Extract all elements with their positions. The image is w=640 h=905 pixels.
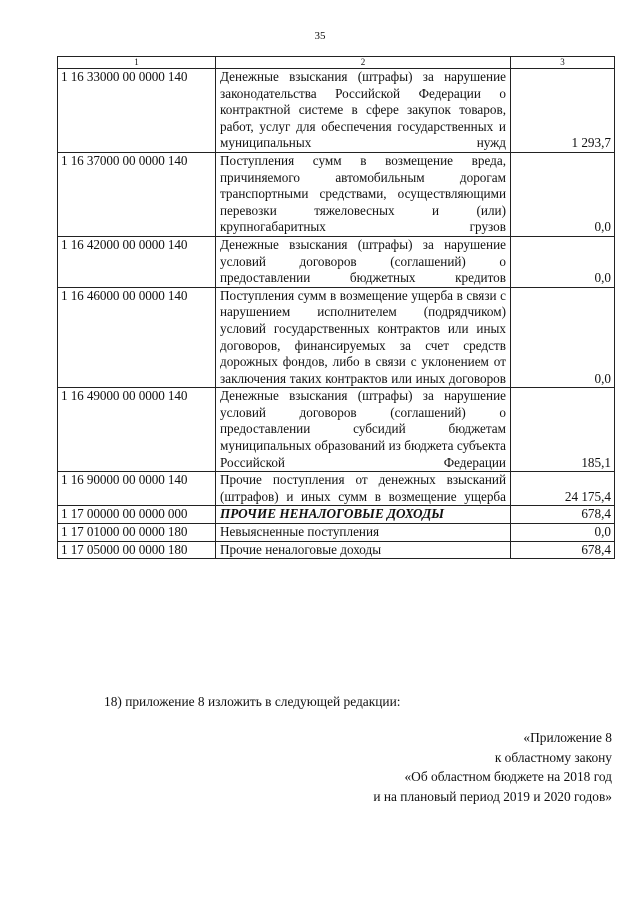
table-row-section-total	[58, 506, 615, 524]
row-code: 1 16 49000 00 0000 140	[58, 388, 216, 472]
table-row	[58, 388, 615, 472]
table-row	[58, 236, 615, 287]
column-header-code: 1	[58, 57, 216, 69]
row-name: Прочие неналоговые доходы	[216, 541, 511, 559]
row-name: ПРОЧИЕ НЕНАЛОГОВЫЕ ДОХОДЫ	[216, 506, 511, 524]
row-name: Поступления сумм в возмещение вреда, причиняемого автомобильным дорогам транспортными средствами, осуществляющими перевозки тяжеловесных и (или) крупногабаритных грузов	[216, 152, 511, 236]
row-code: 1 16 46000 00 0000 140	[58, 287, 216, 388]
row-value: 678,4	[511, 541, 615, 559]
amendment-note: 18) приложение 8 изложить в следующей редакции:	[104, 694, 401, 709]
appendix-line: и на плановый период 2019 и 2020 годов»	[373, 788, 612, 804]
revenue-table	[57, 56, 615, 559]
row-value: 0,0	[511, 152, 615, 236]
row-value: 0,0	[511, 236, 615, 287]
appendix-line: «Приложение 8	[523, 730, 612, 745]
table-row	[58, 69, 615, 153]
row-code: 1 16 37000 00 0000 140	[58, 152, 216, 236]
appendix-line: «Об областном бюджете на 2018 год	[404, 769, 612, 784]
table-row	[58, 541, 615, 559]
page-number: 35	[314, 30, 326, 42]
table-row	[58, 524, 615, 542]
table-header-row	[58, 57, 615, 69]
row-value: 0,0	[511, 524, 615, 542]
row-code: 1 16 42000 00 0000 140	[58, 236, 216, 287]
row-name: Денежные взыскания (штрафы) за нарушение условий договоров (соглашений) о предоставлении бюджетных кредитов	[216, 236, 511, 287]
row-name: Прочие поступления от денежных взысканий (штрафов) и иных сумм в возмещение ущерба	[216, 472, 511, 506]
appendix-heading	[373, 728, 612, 806]
row-name: Денежные взыскания (штрафы) за нарушение условий договоров (соглашений) о предоставлении субсидий бюджетам муниципальных образований из бюджета субъекта Российской Федерации	[216, 388, 511, 472]
table-row	[58, 472, 615, 506]
appendix-line: к областному закону	[494, 749, 612, 765]
row-name: Поступления сумм в возмещение ущерба в связи с нарушением исполнителем (подрядчиком) условий государственных контрактов или иных договоров, финансируемых за счет средств дорожных фондов, либо в связи с уклонением от заключения таких контрактов или иных договоров	[216, 287, 511, 388]
column-header-value: 3	[511, 57, 615, 69]
row-value: 678,4	[511, 506, 615, 524]
row-value: 0,0	[511, 287, 615, 388]
row-code: 1 17 05000 00 0000 180	[58, 541, 216, 559]
row-name: Невыясненные поступления	[216, 524, 511, 542]
row-value: 1 293,7	[511, 69, 615, 153]
column-header-name: 2	[216, 57, 511, 69]
row-code: 1 17 00000 00 0000 000	[58, 506, 216, 524]
row-value: 24 175,4	[511, 472, 615, 506]
row-code: 1 16 33000 00 0000 140	[58, 69, 216, 153]
table-row	[58, 287, 615, 388]
row-code: 1 16 90000 00 0000 140	[58, 472, 216, 506]
row-value: 185,1	[511, 388, 615, 472]
row-name: Денежные взыскания (штрафы) за нарушение законодательства Российской Федерации о контрактной системе в сфере закупок товаров, работ, услуг для обеспечения государственных и муниципальных нужд	[216, 69, 511, 153]
row-code: 1 17 01000 00 0000 180	[58, 524, 216, 542]
table-row	[58, 152, 615, 236]
